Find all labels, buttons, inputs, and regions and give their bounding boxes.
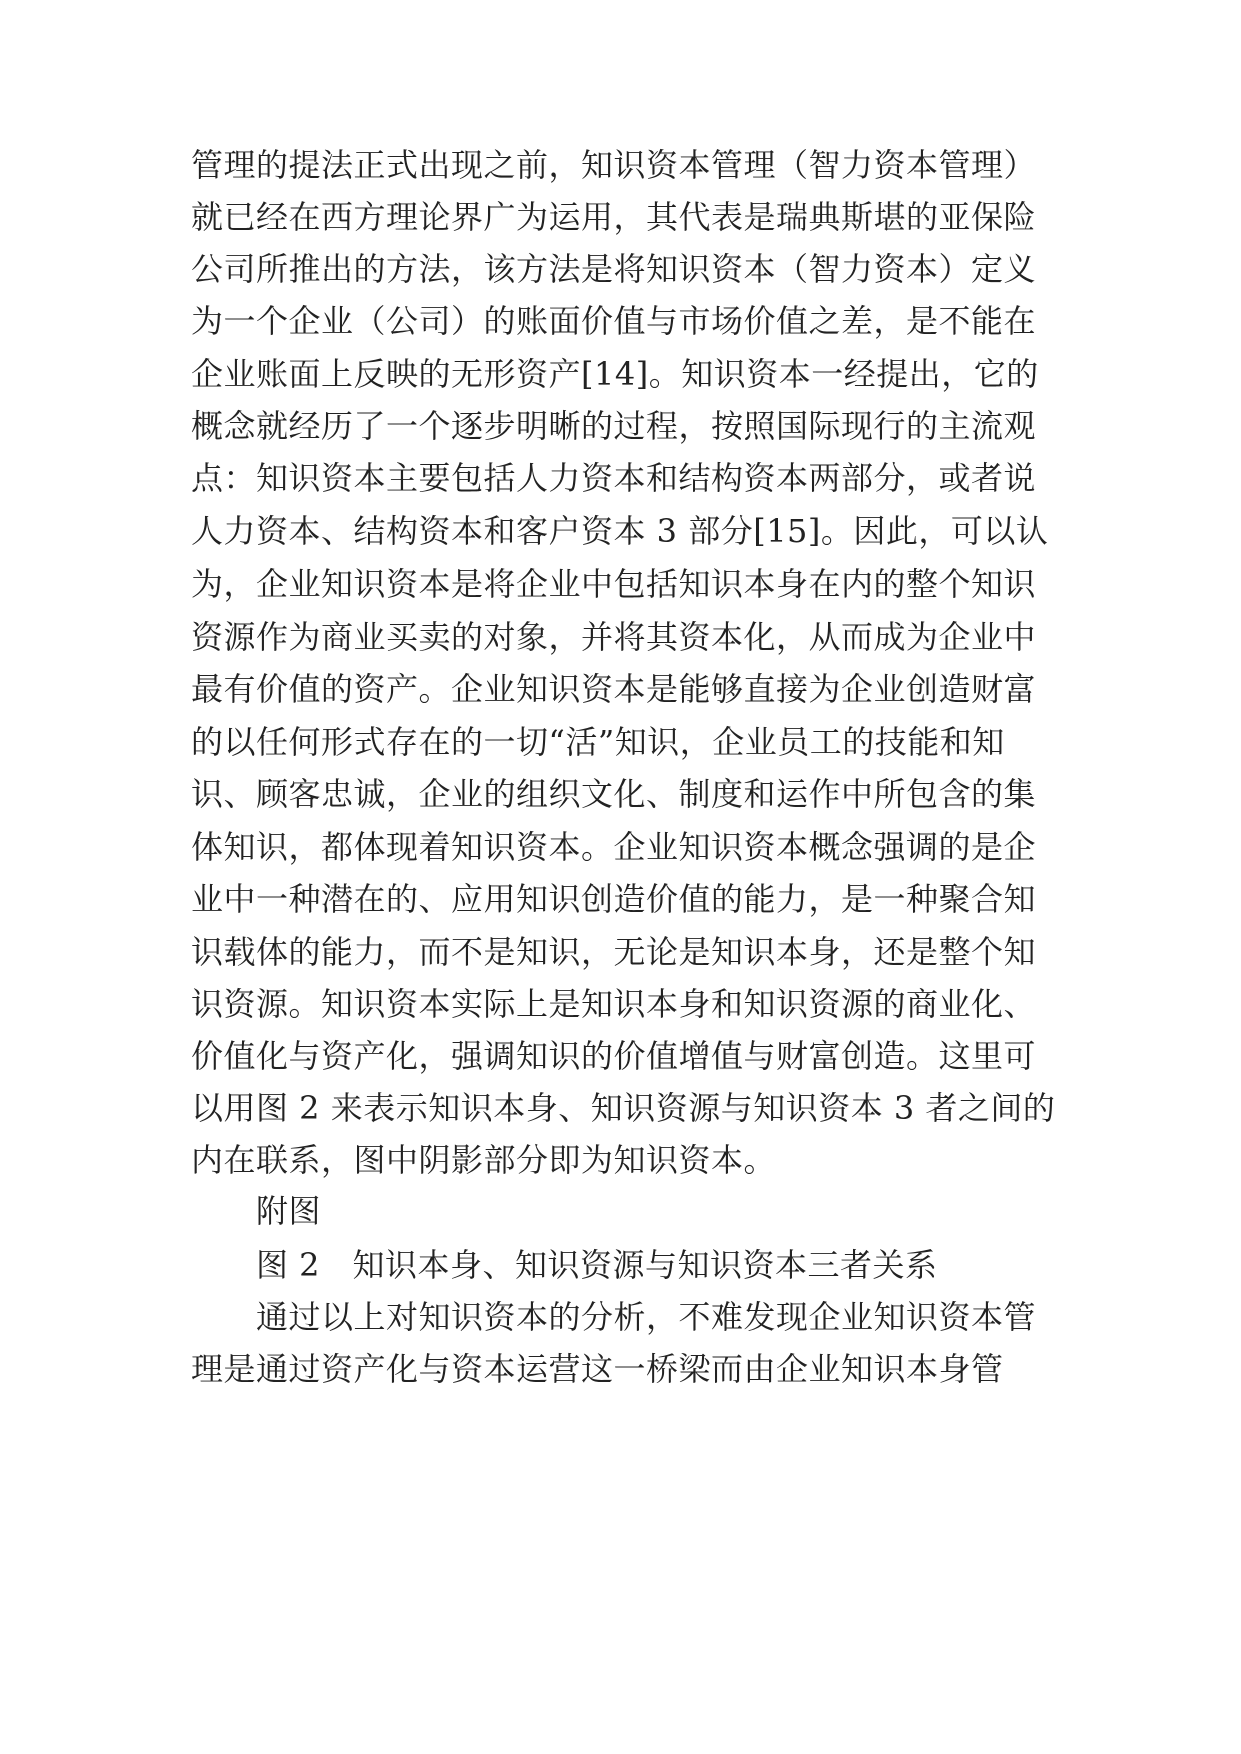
- text-line: 最有价值的资产。企业知识资本是能够直接为企业创造财富: [191, 670, 1037, 708]
- text-line: 点：知识资本主要包括人力资本和结构资本两部分，或者说: [191, 459, 1037, 497]
- text-line: 资源作为商业买卖的对象，并将其资本化，从而成为企业中: [191, 618, 1037, 656]
- text-line: 人力资本、结构资本和客户资本 3 部分[15]。因此，可以认: [191, 512, 1049, 550]
- text-line: 业中一种潜在的、应用知识创造价值的能力，是一种聚合知: [191, 880, 1037, 918]
- figure-caption: 图 2 知识本身、知识资源与知识资本三者关系: [256, 1246, 938, 1284]
- text-line: 理是通过资产化与资本运营这一桥梁而由企业知识本身管: [191, 1350, 1004, 1388]
- text-line: 识、顾客忠诚，企业的组织文化、制度和运作中所包含的集: [191, 775, 1037, 813]
- text-line: 价值化与资产化，强调知识的价值增值与财富创造。这里可: [191, 1037, 1037, 1075]
- text-line: 以用图 2 来表示知识本身、知识资源与知识资本 3 者之间的: [191, 1089, 1056, 1127]
- text-line: 识载体的能力，而不是知识，无论是知识本身，还是整个知: [191, 933, 1037, 971]
- text-line: 的以任何形式存在的一切“活”知识，企业员工的技能和知: [191, 723, 1005, 761]
- text-line: 通过以上对知识资本的分析，不难发现企业知识资本管: [256, 1298, 1037, 1336]
- text-line: 体知识，都体现着知识资本。企业知识资本概念强调的是企: [191, 828, 1037, 866]
- text-line: 内在联系，图中阴影部分即为知识资本。: [191, 1141, 777, 1179]
- text-line: 为一个企业（公司）的账面价值与市场价值之差，是不能在: [191, 302, 1037, 340]
- text-line: 管理的提法正式出现之前，知识资本管理（智力资本管理）: [191, 146, 1037, 184]
- text-line: 公司所推出的方法，该方法是将知识资本（智力资本）定义: [191, 250, 1037, 288]
- text-line: 为，企业知识资本是将企业中包括知识本身在内的整个知识: [191, 565, 1037, 603]
- text-line: 企业账面上反映的无形资产[14]。知识资本一经提出，它的: [191, 355, 1039, 393]
- text-line: 概念就经历了一个逐步明晰的过程，按照国际现行的主流观: [191, 407, 1037, 445]
- figure-placeholder: 附图: [256, 1192, 322, 1230]
- text-line: 就已经在西方理论界广为运用，其代表是瑞典斯堪的亚保险: [191, 198, 1037, 236]
- text-line: 识资源。知识资本实际上是知识本身和知识资源的商业化、: [191, 985, 1037, 1023]
